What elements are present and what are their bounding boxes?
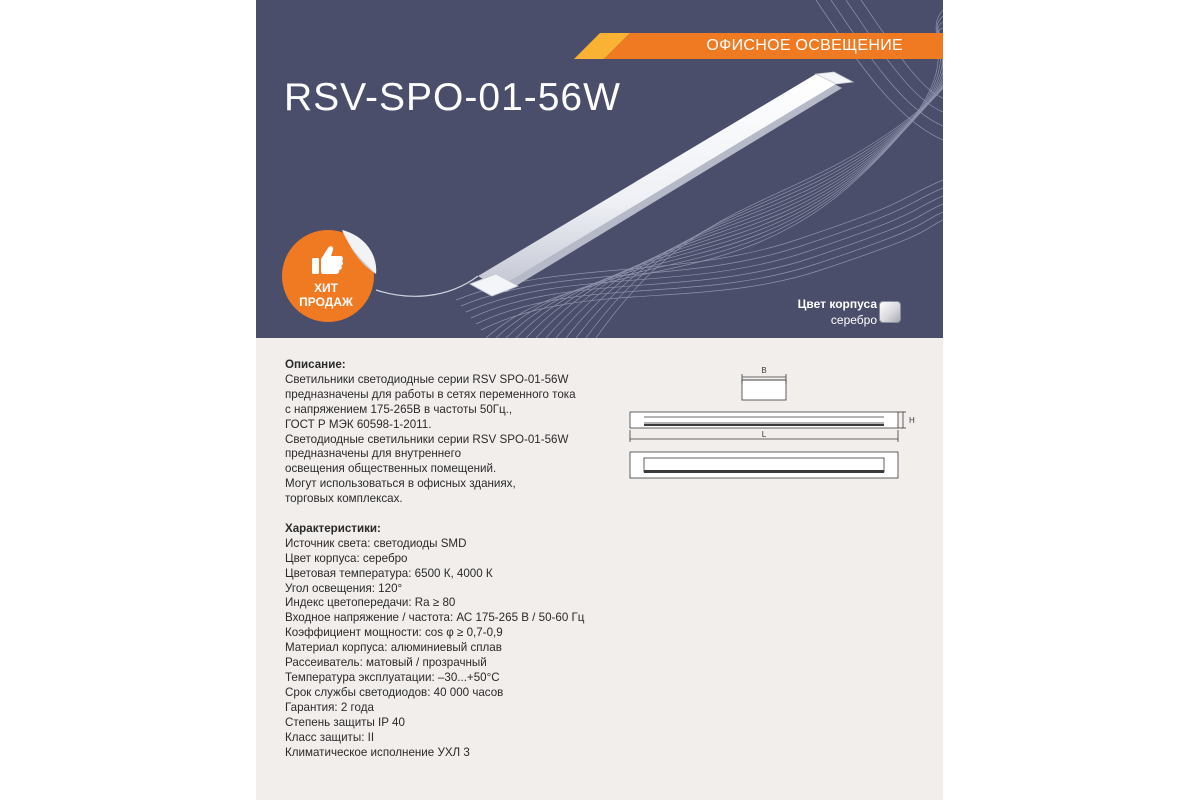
dimension-label-l: L bbox=[761, 430, 767, 439]
dimension-label-b: B bbox=[761, 366, 767, 375]
description-line: с напряжением 175-265В в частоты 50Гц., bbox=[285, 402, 513, 416]
body-color-value: серебро bbox=[830, 313, 877, 327]
description-line: Могут использоваться в офисных зданиях, bbox=[285, 477, 516, 491]
spec-line: Класс защиты: II bbox=[285, 730, 375, 744]
model-title: RSV-SPO-01-56W bbox=[284, 76, 621, 119]
spec-line: Материал корпуса: алюминиевый сплав bbox=[285, 641, 502, 655]
badge-line-1: ХИТ bbox=[314, 281, 338, 295]
spec-line: Цветовая температура: 6500 К, 4000 К bbox=[285, 566, 493, 580]
description-line: ГОСТ Р МЭК 60598-1-2011. bbox=[285, 417, 432, 431]
spec-line: Источник света: светодиоды SMD bbox=[285, 536, 467, 550]
spec-line: Температура эксплуатации: –30...+50°С bbox=[285, 671, 500, 685]
description-line: освещения общественных помещений. bbox=[285, 462, 497, 476]
specs-heading: Характеристики: bbox=[285, 521, 381, 535]
color-swatch bbox=[879, 301, 901, 323]
section-spacer bbox=[285, 507, 615, 522]
thumbs-up-icon bbox=[310, 244, 344, 276]
spec-line: Климатическое исполнение УХЛ 3 bbox=[285, 745, 470, 759]
spec-line: Коэффициент мощности: cos φ ≥ 0,7-0,9 bbox=[285, 626, 503, 640]
spec-line: Гарантия: 2 года bbox=[285, 700, 374, 714]
end-cap-view bbox=[742, 380, 786, 400]
spec-line: Входное напряжение / частота: АС 175-265 В / 50-60 Гц bbox=[285, 611, 585, 625]
spec-line: Рассеиватель: матовый / прозрачный bbox=[285, 656, 487, 670]
description-line: предназначены для работы в сетях переменного тока bbox=[285, 387, 576, 401]
dimension-drawing bbox=[626, 360, 916, 490]
description-line: Светильники светодиодные серии RSV SPO-01-56W bbox=[285, 372, 569, 386]
description-line: предназначены для внутреннего bbox=[285, 447, 462, 461]
description-heading: Описание: bbox=[285, 358, 346, 371]
spec-line: Цвет корпуса: серебро bbox=[285, 551, 408, 565]
description-line: торговых комплексах. bbox=[285, 492, 403, 506]
hero-banner bbox=[256, 0, 943, 338]
category-label: ОФИСНОЕ ОСВЕЩЕНИЕ bbox=[706, 37, 903, 54]
spec-line: Угол освещения: 120° bbox=[285, 581, 403, 595]
body-color-label: Цвет корпуса bbox=[797, 297, 877, 311]
description-line: Светодиодные светильники серии RSV SPO-01-56W bbox=[285, 432, 569, 446]
badge-line-2: ПРОДАЖ bbox=[299, 295, 353, 309]
spec-line: Степень защиты IP 40 bbox=[285, 715, 405, 729]
dimension-label-h: H bbox=[909, 416, 915, 425]
spec-line: Индекс цветопередачи: Ra ≥ 80 bbox=[285, 596, 456, 610]
spec-line: Срок службы светодиодов: 40 000 часов bbox=[285, 685, 504, 699]
product-sheet bbox=[256, 0, 943, 800]
text-content bbox=[285, 358, 615, 760]
bestseller-badge bbox=[280, 226, 380, 326]
